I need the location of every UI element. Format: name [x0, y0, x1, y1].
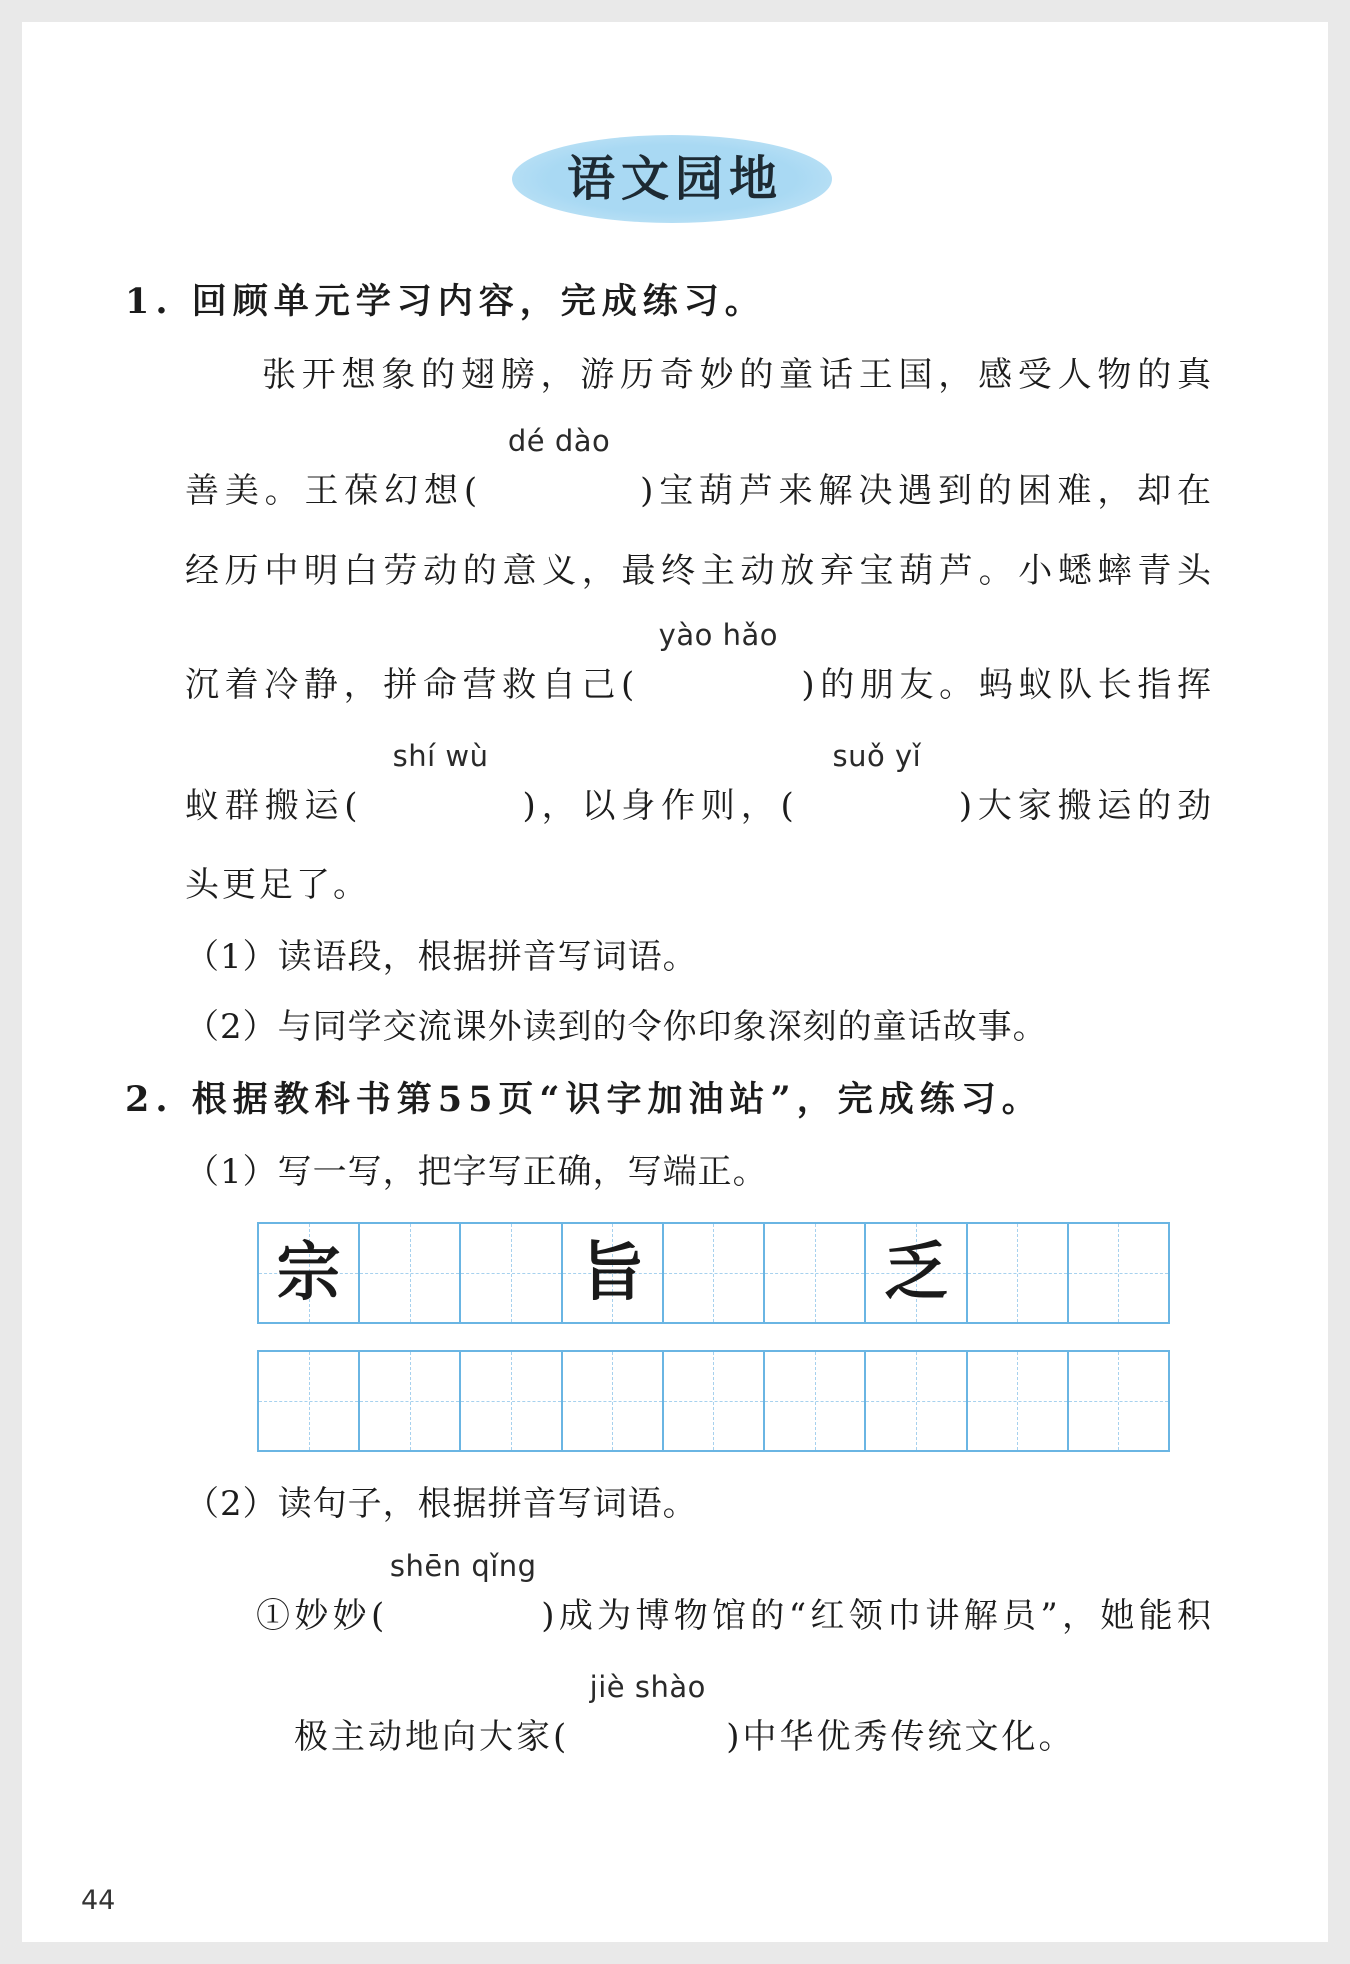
- sentence-text: 极主动地向大家(: [294, 1717, 570, 1757]
- model-character: [664, 1224, 763, 1322]
- model-character: 旨: [580, 1235, 645, 1310]
- answer-blank: [478, 424, 640, 511]
- model-character: [765, 1224, 864, 1322]
- model-character: [1069, 1224, 1168, 1322]
- question-1-sub-2: （2）与同学交流课外读到的令你印象深刻的童话故事。: [185, 1007, 1048, 1047]
- practice-character: [461, 1352, 560, 1450]
- writing-grid-cell: [765, 1352, 866, 1450]
- writing-grid-cell: [259, 1224, 360, 1322]
- question-2-heading: 2. 根据教科书第55页“识字加油站”，完成练习。: [125, 1079, 1043, 1120]
- model-character: [968, 1224, 1067, 1322]
- sentence-line-1: [256, 1549, 1213, 1636]
- pinyin-hint: jiè shào: [589, 1670, 706, 1704]
- writing-grid-cell: [563, 1352, 664, 1450]
- writing-grid-cell: [866, 1352, 967, 1450]
- pinyin-hint: shí wù: [392, 739, 489, 773]
- writing-grid-row-2: [257, 1350, 1170, 1452]
- writing-grid-cell: [664, 1352, 765, 1450]
- writing-grid-cell: [360, 1352, 461, 1450]
- sentence-text: )成为博物馆的“红领巾讲解员”，她能积: [541, 1596, 1213, 1636]
- model-character: [360, 1224, 459, 1322]
- answer-blank: [795, 739, 959, 826]
- answer-blank: [359, 739, 523, 826]
- sentence-text: )中华优秀传统文化。: [726, 1717, 1076, 1757]
- pinyin-hint: shēn qǐng: [389, 1549, 537, 1583]
- model-character: 乏: [883, 1235, 948, 1310]
- pinyin-hint: yào hǎo: [658, 618, 778, 652]
- writing-grid-cell: [1069, 1224, 1168, 1322]
- writing-grid-cell: [866, 1224, 967, 1322]
- writing-grid-cell: [968, 1352, 1069, 1450]
- writing-grid-cell: [461, 1224, 562, 1322]
- page-number: 44: [81, 1885, 116, 1916]
- writing-grid-cell: [259, 1352, 360, 1450]
- writing-grid-cell: [360, 1224, 461, 1322]
- passage-line-2: [185, 424, 1213, 511]
- sentence-line-2: [294, 1670, 1076, 1757]
- passage-line-3: 经历中明白劳动的意义，最终主动放弃宝葫芦。小蟋蟀青头: [185, 551, 1212, 591]
- passage-text: )宝葫芦来解决遇到的困难，却在: [640, 471, 1213, 511]
- question-1-heading: 1. 回顾单元学习内容，完成练习。: [125, 281, 766, 322]
- passage-line-1: 张开想象的翅膀，游历奇妙的童话王国，感受人物的真: [262, 355, 1212, 395]
- section-title: 语文园地: [566, 151, 783, 207]
- question-2-sub-1: （1）写一写，把字写正确，写端正。: [185, 1152, 768, 1192]
- passage-text: 善美。王葆幻想(: [185, 471, 479, 511]
- passage-text: 沉着冷静，拼命营救自己(: [185, 665, 636, 705]
- practice-character: [360, 1352, 459, 1450]
- practice-character: [664, 1352, 763, 1450]
- practice-character: [1069, 1352, 1168, 1450]
- answer-blank: [569, 1670, 726, 1757]
- practice-character: [765, 1352, 864, 1450]
- passage-line-6: 头更足了。: [185, 865, 370, 905]
- practice-character: [563, 1352, 662, 1450]
- writing-grid-row-1: [257, 1222, 1170, 1324]
- answer-blank: [635, 618, 801, 705]
- sentence-text: ①妙妙(: [256, 1596, 386, 1636]
- passage-text: 蚁群搬运(: [185, 786, 359, 826]
- writing-grid-cell: [461, 1352, 562, 1450]
- practice-character: [866, 1352, 965, 1450]
- practice-character: [968, 1352, 1067, 1450]
- model-character: 宗: [276, 1235, 341, 1310]
- model-character: [461, 1224, 560, 1322]
- section-title-badge: [512, 135, 832, 223]
- pinyin-hint: dé dào: [507, 424, 611, 458]
- passage-line-4: [185, 618, 1213, 705]
- passage-text: )，以身作则，(: [522, 786, 795, 826]
- pinyin-hint: suǒ yǐ: [832, 739, 922, 773]
- writing-grid-cell: [968, 1224, 1069, 1322]
- writing-grid-cell: [563, 1224, 664, 1322]
- passage-text: )的朋友。蚂蚁队长指挥: [801, 665, 1213, 705]
- writing-grid-cell: [664, 1224, 765, 1322]
- passage-line-5: [185, 739, 1213, 826]
- answer-blank: [385, 1549, 541, 1636]
- question-2-sub-2: （2）读句子，根据拼音写词语。: [185, 1484, 698, 1524]
- passage-text: )大家搬运的劲: [958, 786, 1213, 826]
- writing-grid-cell: [765, 1224, 866, 1322]
- writing-grid-cell: [1069, 1352, 1168, 1450]
- question-1-sub-1: （1）读语段，根据拼音写词语。: [185, 937, 698, 977]
- practice-character: [259, 1352, 358, 1450]
